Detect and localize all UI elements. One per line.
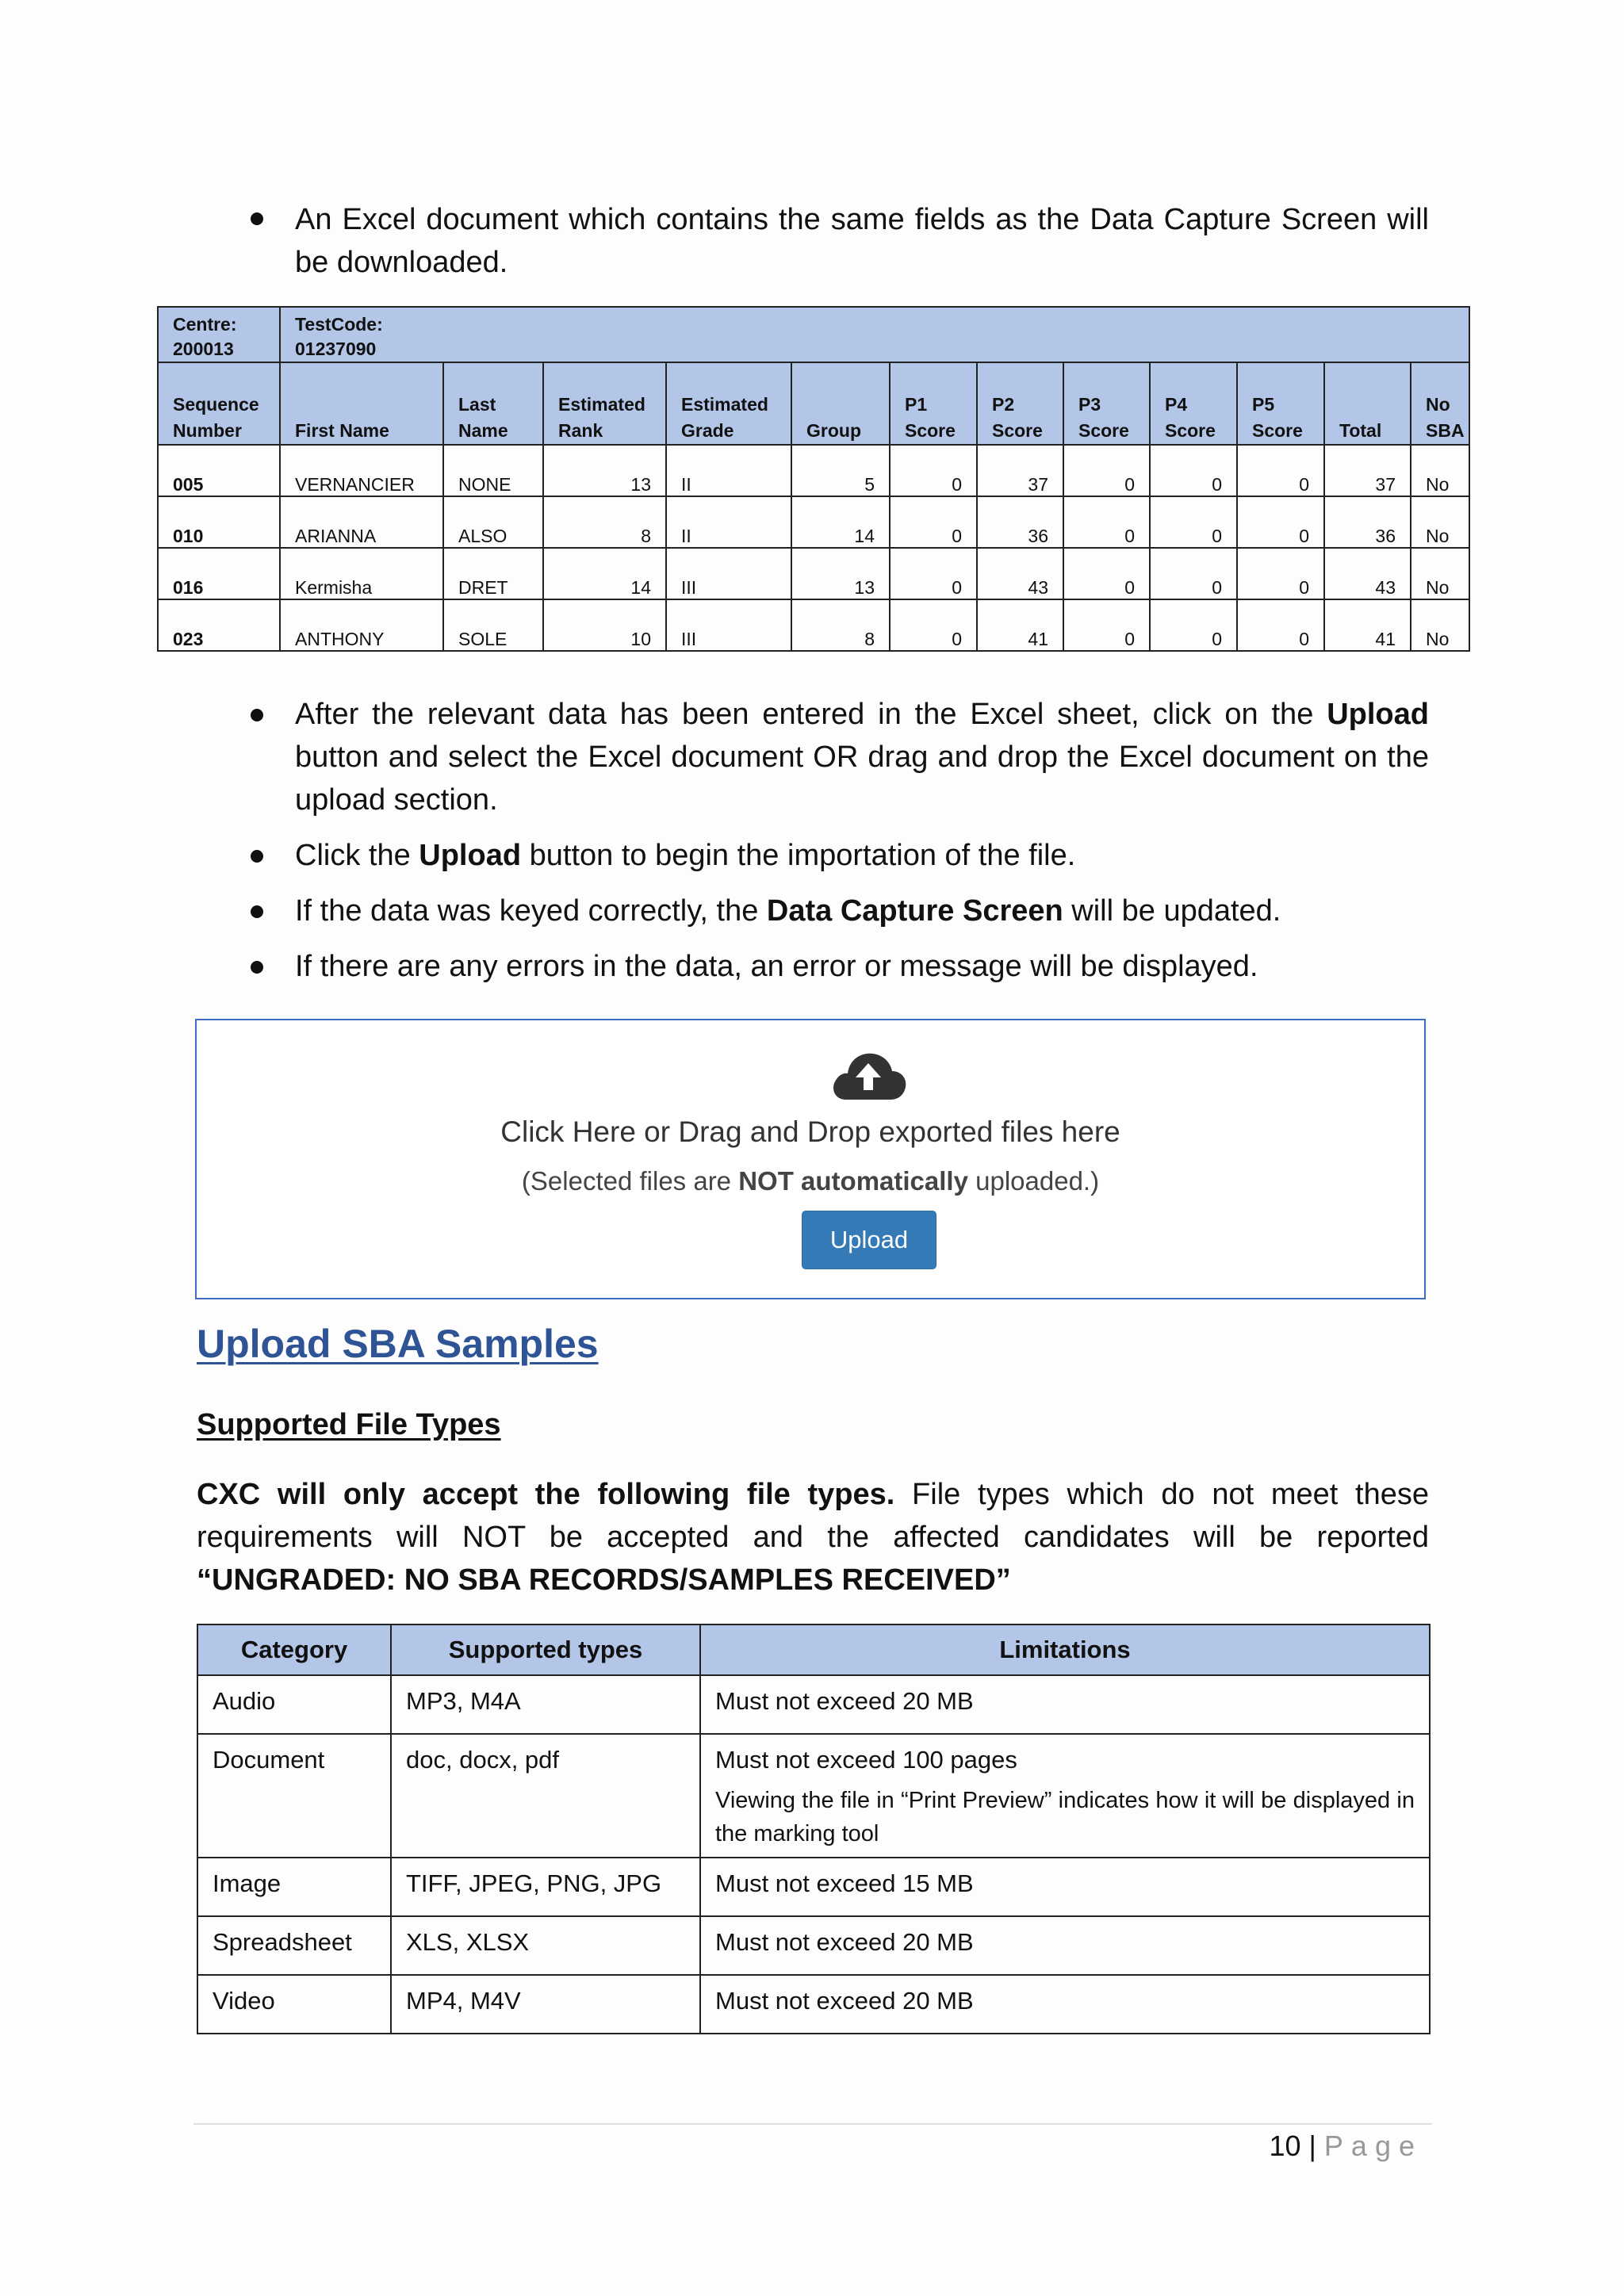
score-capture-table	[157, 306, 1470, 652]
page-number: 10	[1269, 2130, 1301, 2162]
table-cell: II	[666, 445, 791, 496]
table-cell: 37	[977, 445, 1063, 496]
table-cell: 0	[1150, 445, 1237, 496]
intro-bullet-text: An Excel document which contains the same fields as the Data Capture Screen will be downloaded.	[295, 203, 1429, 279]
table-cell: ANTHONY	[280, 599, 443, 651]
category-cell: Audio	[197, 1675, 391, 1734]
table-cell: 023	[158, 599, 280, 651]
limitation-text: Must not exceed 20 MB	[715, 1687, 974, 1715]
table-cell: 0	[890, 548, 977, 599]
table-cell: 5	[791, 445, 890, 496]
step-upload-text: After the relevant data has been entered in the Excel sheet, click on the Upload button and select the Excel document OR drag and drop the Excel document on the upload section.	[295, 698, 1429, 817]
table-cell: 0	[1150, 496, 1237, 548]
score-col-header: Last Name	[443, 362, 543, 445]
table-cell: 0	[1063, 496, 1150, 548]
limitations-cell	[700, 1675, 1430, 1734]
table-cell: No	[1411, 548, 1469, 599]
table-cell: NONE	[443, 445, 543, 496]
header-supported-types: Supported types	[391, 1624, 700, 1675]
table-cell: 8	[791, 599, 890, 651]
page-footer	[1269, 2130, 1423, 2163]
table-row	[158, 496, 1469, 548]
types-cell: XLS, XLSX	[391, 1916, 700, 1975]
table-row	[197, 1675, 1430, 1734]
table-row	[197, 1975, 1430, 2034]
table-cell: 41	[977, 599, 1063, 651]
table-cell: 36	[1324, 496, 1411, 548]
score-col-header: P1 Score	[890, 362, 977, 445]
types-cell: MP4, M4V	[391, 1975, 700, 2034]
step-click-upload-text: Click the Upload button to begin the importation of the file.	[295, 839, 1076, 872]
page-word: Page	[1323, 2130, 1423, 2162]
policy-paragraph: CXC will only accept the following file types. File types which do not meet these requirements will NOT be accepted and the affected candidates will be reported “UNGRADED: NO SBA RECORDS/SAMPLES RECEIVED”	[197, 1478, 1429, 1597]
limitation-text: Must not exceed 15 MB	[715, 1869, 974, 1897]
table-cell: 13	[791, 548, 890, 599]
table-cell: 43	[1324, 548, 1411, 599]
table-cell: ARIANNA	[280, 496, 443, 548]
score-col-header: P5 Score	[1237, 362, 1324, 445]
header-category: Category	[197, 1624, 391, 1675]
score-col-header: Group	[791, 362, 890, 445]
limitations-cell	[700, 1734, 1430, 1858]
table-cell: 005	[158, 445, 280, 496]
testcode-cell: TestCode: 01237090	[280, 307, 1469, 362]
bullet	[251, 850, 263, 863]
subsection-title: Supported File Types	[197, 1408, 501, 1441]
types-cell: TIFF, JPEG, PNG, JPG	[391, 1858, 700, 1916]
score-col-header: No SBA	[1411, 362, 1469, 445]
table-cell: 0	[890, 445, 977, 496]
limitations-cell	[700, 1916, 1430, 1975]
table-cell: Kermisha	[280, 548, 443, 599]
centre-cell: Centre: 200013	[158, 307, 280, 362]
bullet	[251, 709, 263, 721]
table-row	[197, 1734, 1430, 1858]
table-cell: 0	[1063, 548, 1150, 599]
table-cell: 0	[1237, 445, 1324, 496]
table-cell: ALSO	[443, 496, 543, 548]
table-cell: No	[1411, 445, 1469, 496]
category-cell: Spreadsheet	[197, 1916, 391, 1975]
table-row	[158, 445, 1469, 496]
table-cell: III	[666, 599, 791, 651]
limitations-cell	[700, 1975, 1430, 2034]
table-cell: 14	[543, 548, 666, 599]
bullet	[251, 961, 263, 974]
limitation-text: Viewing the file in “Print Preview” indicates how it will be displayed in the marking tool	[715, 1788, 1415, 1846]
score-col-header: P4 Score	[1150, 362, 1237, 445]
header-limitations: Limitations	[700, 1624, 1430, 1675]
limitation-text: Must not exceed 100 pages	[715, 1746, 1017, 1774]
table-cell: III	[666, 548, 791, 599]
table-cell: 41	[1324, 599, 1411, 651]
bullet	[251, 905, 263, 918]
table-cell: 8	[543, 496, 666, 548]
table-cell: 016	[158, 548, 280, 599]
table-cell: No	[1411, 599, 1469, 651]
table-cell: 0	[1237, 599, 1324, 651]
score-col-header: P2 Score	[977, 362, 1063, 445]
table-row	[197, 1916, 1430, 1975]
table-cell: No	[1411, 496, 1469, 548]
table-cell: 13	[543, 445, 666, 496]
table-cell: 0	[1237, 548, 1324, 599]
score-col-header: Total	[1324, 362, 1411, 445]
score-col-header: Estimated Rank	[543, 362, 666, 445]
step-errors-text: If there are any errors in the data, an error or message will be displayed.	[295, 950, 1258, 983]
limitation-text: Must not exceed 20 MB	[715, 1987, 974, 2015]
score-col-header: Estimated Grade	[666, 362, 791, 445]
table-cell: II	[666, 496, 791, 548]
category-cell: Image	[197, 1858, 391, 1916]
limitations-cell	[700, 1858, 1430, 1916]
limitation-text: Must not exceed 20 MB	[715, 1928, 974, 1956]
table-cell: VERNANCIER	[280, 445, 443, 496]
table-cell: 0	[1237, 496, 1324, 548]
upload-dropzone[interactable]	[195, 1019, 1426, 1299]
cloud-upload-icon	[829, 1049, 908, 1101]
score-col-header: Sequence Number	[158, 362, 280, 445]
table-cell: 010	[158, 496, 280, 548]
table-cell: 0	[1063, 599, 1150, 651]
table-cell: 0	[1150, 599, 1237, 651]
table-cell: 0	[890, 496, 977, 548]
upload-instructions: Click Here or Drag and Drop exported files here	[500, 1115, 1120, 1148]
table-cell: 10	[543, 599, 666, 651]
table-cell: 0	[1150, 548, 1237, 599]
footer-divider	[193, 2123, 1432, 2125]
table-row	[197, 1858, 1430, 1916]
types-cell: doc, docx, pdf	[391, 1734, 700, 1858]
table-cell: DRET	[443, 548, 543, 599]
table-cell: SOLE	[443, 599, 543, 651]
file-types-table	[197, 1624, 1431, 2034]
table-cell: 37	[1324, 445, 1411, 496]
step-updated-text: If the data was keyed correctly, the Data Capture Screen will be updated.	[295, 894, 1281, 928]
upload-note: (Selected files are NOT automatically uploaded.)	[521, 1166, 1100, 1196]
category-cell: Video	[197, 1975, 391, 2034]
table-cell: 36	[977, 496, 1063, 548]
score-col-header: P3 Score	[1063, 362, 1150, 445]
category-cell: Document	[197, 1734, 391, 1858]
bullet	[251, 212, 263, 225]
table-row	[158, 548, 1469, 599]
upload-button[interactable]: Upload	[802, 1211, 936, 1269]
footer-separator: |	[1308, 2130, 1316, 2162]
table-cell: 0	[1063, 445, 1150, 496]
section-title: Upload SBA Samples	[197, 1322, 599, 1366]
table-row	[158, 599, 1469, 651]
table-cell: 43	[977, 548, 1063, 599]
table-cell: 14	[791, 496, 890, 548]
types-cell: MP3, M4A	[391, 1675, 700, 1734]
table-cell: 0	[890, 599, 977, 651]
score-col-header: First Name	[280, 362, 443, 445]
